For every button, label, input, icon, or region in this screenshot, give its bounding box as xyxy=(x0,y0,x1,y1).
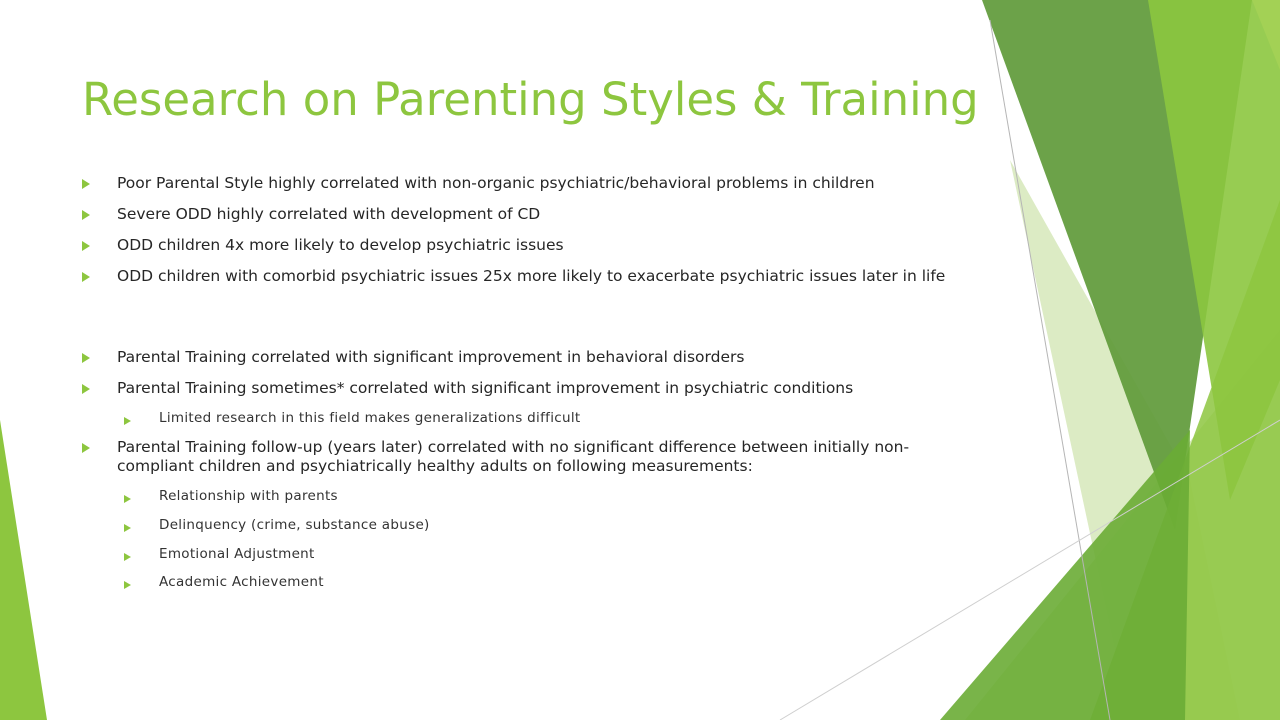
sub-bullet-item xyxy=(124,410,580,429)
bullet-item xyxy=(82,267,977,286)
arrow-right-icon xyxy=(124,495,131,503)
left-green-sliver xyxy=(0,420,47,720)
bullet-item xyxy=(82,379,977,398)
bullet-text: Severe ODD highly correlated with development of CD xyxy=(117,205,541,223)
bullet-item xyxy=(82,205,977,224)
arrow-right-icon xyxy=(82,210,90,220)
bullet-text: Parental Training follow-up (years later) correlated with no significant difference between initially non-compliant children and psychiatrically healthy adults on following measurements: xyxy=(117,438,910,475)
arrow-right-icon xyxy=(124,581,131,589)
sub-bullet-text: Delinquency (crime, substance abuse) xyxy=(159,517,430,533)
bullet-text: ODD children with comorbid psychiatric issues 25x more likely to exacerbate psychiatric issues later in life xyxy=(117,267,946,285)
arrow-right-icon xyxy=(82,353,90,363)
arrow-right-icon xyxy=(82,272,90,282)
bullet-item xyxy=(82,438,977,476)
bullet-text: Parental Training sometimes* correlated with significant improvement in psychiatric conditions xyxy=(117,379,854,397)
sub-bullet-text: Relationship with parents xyxy=(159,488,338,504)
green-lower-triangle xyxy=(940,430,1190,720)
bullet-item xyxy=(82,236,977,255)
arrow-right-icon xyxy=(124,553,131,561)
sub-bullet-item xyxy=(124,546,315,565)
slide-title: Research on Parenting Styles & Training xyxy=(82,73,979,126)
arrow-right-icon xyxy=(82,241,90,251)
sub-bullet-text: Academic Achievement xyxy=(159,574,324,590)
bullet-text: Poor Parental Style highly correlated with non-organic psychiatric/behavioral problems in children xyxy=(117,174,875,192)
arrow-right-icon xyxy=(124,524,131,532)
sub-bullet-item xyxy=(124,517,430,536)
sub-bullet-item xyxy=(124,574,324,593)
arrow-right-icon xyxy=(124,417,131,425)
sub-bullet-item xyxy=(124,488,338,507)
bullet-item xyxy=(82,348,977,367)
arrow-right-icon xyxy=(82,443,90,453)
arrow-right-icon xyxy=(82,384,90,394)
bullet-item xyxy=(82,174,977,193)
sub-bullet-text: Limited research in this field makes generalizations difficult xyxy=(159,410,581,426)
bullet-text: ODD children 4x more likely to develop psychiatric issues xyxy=(117,236,564,254)
sub-bullet-text: Emotional Adjustment xyxy=(159,546,315,562)
arrow-right-icon xyxy=(82,179,90,189)
bullet-text: Parental Training correlated with significant improvement in behavioral disorders xyxy=(117,348,745,366)
